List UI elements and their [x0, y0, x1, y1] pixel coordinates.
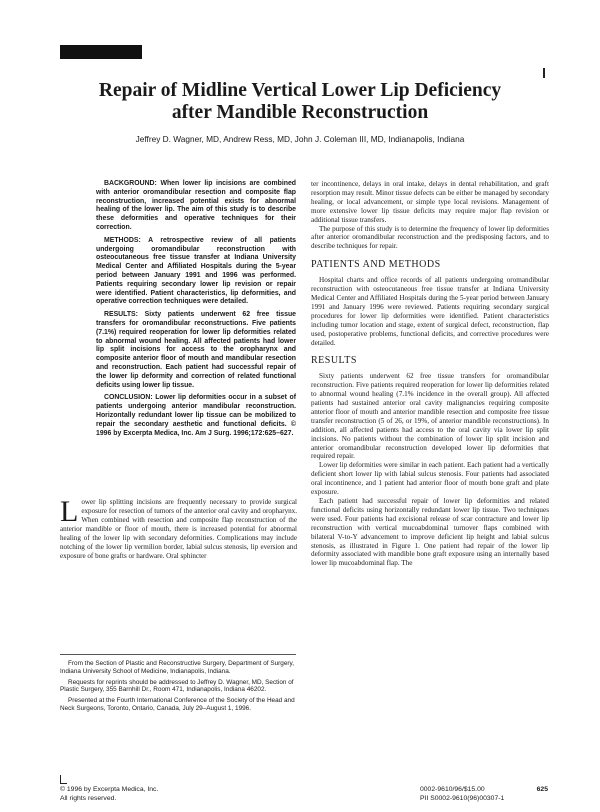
footnote-presented: Presented at the Fourth International Conference of the Society of the Head and Neck Surgeons, Toronto, Ontario, Canada, July 29–August 1, 1996. — [60, 697, 295, 712]
issn: 0002-9610/96/$15.00 — [420, 786, 485, 793]
heading-methods: PATIENTS AND METHODS — [311, 259, 441, 271]
margin-mark — [543, 68, 545, 78]
drop-cap: L — [60, 495, 79, 528]
conclusion-text: Lower lip deformities occur in a subset of patients undergoing anterior mandibular reconstruction. Horizontally redundant lower lip tissue can be mobilized to repair the secondary aesthetic and functional deficits. © 1996 by Excerpta Medica, Inc. Am J Surg. 1996;172:625–627. — [96, 394, 296, 437]
heading-results: RESULTS — [311, 355, 357, 367]
abstract — [96, 180, 296, 442]
right-paragraph-2: The purpose of this study is to determine the frequency of lower lip deformities after anterior oromandibular reconstruction and the predisposing factors, and to describe techniques for repair. — [311, 224, 549, 251]
background-label: BACKGROUND: — [104, 180, 157, 187]
footer-right — [420, 786, 548, 803]
title-line-2: after Mandible Reconstruction — [171, 102, 429, 123]
right-paragraph-3: Hospital charts and office records of all patients undergoing oromandibular reconstruction with osteocutaneous free tissue transfer at Indiana University Medical Center and Affiliated Hospitals during the 5-year period between January 1991 and January 1996 were reviewed. Patients requiring secondary surgical procedures for lower lip deformities were identified. Patient characteristics including tumor location and stage, extent of surgical defect, reconstruction, flap used, postoperative problems, functional deficits, and corrective procedures were detailed. — [311, 276, 549, 347]
intro-paragraph — [60, 495, 297, 561]
results-text: Sixty patients underwent 62 free tissue transfers for oromandibular reconstructions. Five patients (7.1%) required reoperation for lower lip deformities related to abnormal wound healing. All affected patients had lower lip split incisions for access to the oropharynx and composite anterior floor of mouth and mandibular resection and reconstruction. Each patient had successful repair of the lower lip deformity and correction of related functional deficits using lower lip tissue. — [96, 311, 296, 389]
footer-left — [60, 786, 158, 803]
copyright: © 1996 by Excerpta Medica, Inc. — [60, 786, 159, 793]
background-text: When lower lip incisions are combined with anterior oromandibular resection and composite flap reconstruction, increased potential exists for abnormal healing of the lower lip. The aim of this study is to describe these deformities and operative techniques for their correction. — [96, 180, 296, 231]
abstract-background — [96, 180, 296, 233]
footnote-affiliation: From the Section of Plastic and Reconstructive Surgery, Department of Surgery, Indiana University School of Medicine, Indianapolis, Indiana. — [60, 660, 295, 675]
right-paragraph-5: Lower lip deformities were similar in each patient. Each patient had a vertically deficient short lower lip with labial sulcus stenosis. Four patients had associated oral incontinence, and 1 patient had anterior floor of mouth bone graft and plate exposure. — [311, 461, 549, 497]
corner-mark — [60, 775, 67, 784]
methods-label: METHODS: — [104, 236, 141, 244]
authors: Jeffrey D. Wagner, MD, Andrew Ress, MD, John J. Coleman III, MD, Indianapolis, Indiana — [135, 134, 465, 144]
right-column — [311, 180, 549, 568]
methods-text: A retrospective review of all patients undergoing oromandibular reconstruction with osteocutaneous free tissue transfer at Indiana University Medical Center and Affiliated Hospitals during the 5-year period between January 1991 and 1996 was performed. Patients requiring secondary lower lip revision or repair were identified. Patient characteristics, lip deformities, and operative correction techniques were detailed. — [96, 236, 296, 306]
right-paragraph-6: Each patient had successful repair of lower lip deformities and related functional deficits using horizontally redundant lower lip tissue. Two techniques were used. Four patients had excisional release of scar contracture and lower lip reconstruction with vertical mucoabdominal turnover flaps combined with bilateral V-to-Y advancement to improve deficient lip height and labial sulcus stenosis, as illustrated in Figure 1. One patient had repair of the lower lip deformity associated with mandible bone graft exposure using an internally based lower lip mucoabdominal flap. The — [311, 497, 549, 568]
introduction — [60, 495, 297, 561]
abstract-results — [96, 311, 296, 390]
pii: PII S0002-9610(96)00307-1 — [420, 794, 505, 802]
footnote-reprints: Requests for reprints should be addressed to Jeffrey D. Wagner, MD, Section of Plastic Surgery, 355 Barnhill Dr., Room 471, Indianapolis, Indiana 46202. — [60, 678, 294, 694]
conclusion-label: CONCLUSION: — [104, 394, 153, 402]
article-title — [40, 80, 560, 124]
title-line-1: Repair of Midline Vertical Lower Lip Deficiency — [98, 80, 502, 101]
abstract-conclusion — [96, 394, 296, 438]
results-label: RESULTS: — [104, 311, 138, 319]
right-paragraph-1: ter incontinence, delays in oral intake, delays in dental rehabilitation, and graft resorption may result. Minor tissue defects can be either be managed by secondary healing, or local advancement, or simple type local revisions. Management of more extensive lower lip tissue deficits may require major flap revision or additional tissue transfers. — [311, 180, 549, 224]
page-number: 625 — [536, 786, 548, 793]
section-header-bar — [60, 45, 142, 59]
right-paragraph-4: Sixty patients underwent 62 free tissue transfers for oromandibular reconstruction. Five patients required reoperation for lower lip deformities related to abnormal wound healing (7.1% incidence in the overall group). All affected patients had sustained anterior oral cavity malignancies requiring composite anterior floor of mouth and anterior mandible resection and composite free tissue transfer reconstruction (5 of 26, or 19%, of anterior mandible reconstructions). In addition, all affected patients had access to the oral cavity via lower lip split incisions. No patients without the combination of lower lip split incision and anterior oromandibular reconstruction developed lower lip deformities that required repair. — [311, 372, 549, 461]
footnotes — [60, 660, 297, 716]
footnote-rule — [60, 654, 296, 655]
abstract-methods — [96, 237, 296, 307]
intro-text: ower lip splitting incisions are frequently necessary to provide surgical exposure for resection of tumors of the anterior oral cavity and oropharynx. When combined with resection and composite flap reconstruction of the anterior mandible or floor of mouth, there is increased potential for abnormal healing of the lower lip with secondary deformities. Complications may include notching of the lower lip vermilion border, labial sulcus stenosis, lip eversion and exposure of bone grafts or hardware. Oral sphincter — [60, 498, 297, 560]
rights: All rights reserved. — [60, 794, 117, 802]
